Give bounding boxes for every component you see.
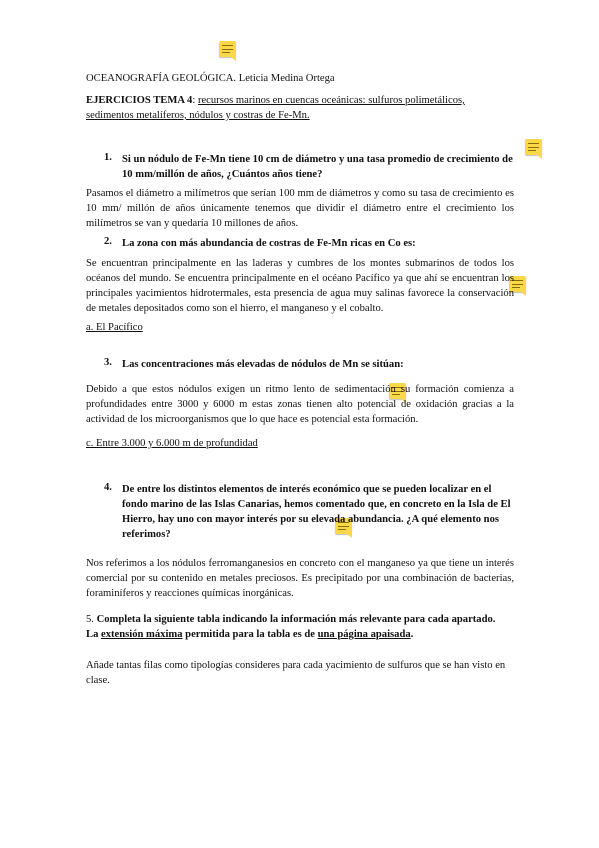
- task-5-number: 5.: [86, 614, 94, 625]
- task-5-line2-c: permitida para la tabla es de: [182, 629, 318, 640]
- exercise-heading-colon: :: [192, 95, 198, 106]
- task-5-line2-e: .: [410, 629, 414, 640]
- task-5-note: Añade tantas filas como tipologías consideres para cada yacimiento de sulfuros que se han visto en clase.: [86, 660, 506, 686]
- exercise-heading-topic: recursos marinos en cuencas oceánicas: sulfuros polimetálicos, sedimentos metalíferos, nódulos y costras de Fe-Mn.: [86, 95, 465, 121]
- question-3-text: Las concentraciones más elevadas de nódulos de Mn se sitúan:: [122, 359, 404, 370]
- answer-2-choice: a. El Pacífico: [86, 322, 143, 333]
- task-5-line1: Completa la siguiente tabla indicando la información más relevante para cada apartado.: [96, 614, 496, 625]
- question-number: 1.: [104, 152, 112, 163]
- question-1-text: Si un nódulo de Fe-Mn tiene 10 cm de diámetro y una tasa promedio de crecimiento de 10 mm/millón de años, ¿Cuántos años tiene?: [122, 154, 513, 180]
- question-number: 2.: [104, 236, 112, 247]
- exercise-heading-label: EJERCICIOS TEMA 4: [86, 95, 193, 106]
- task-5-line2-b: extensión máxima: [101, 629, 183, 640]
- task-5-heading: [86, 612, 526, 642]
- answer-4-text: Nos referimos a los nódulos ferromanganesios en concreto con el manganeso ya que tiene un interés comercial por su contenido en metales preciosos. Es precipitado por una combinación de bacterias, foraminíferos y reacciones químicas inorgánicas.: [86, 558, 514, 599]
- document-title: OCEANOGRAFÍA GEOLÓGICA. Leticia Medina Ortega: [86, 73, 335, 84]
- answer-3-text: Debido a que estos nódulos exigen un ritmo lento de sedimentación su formación comienza a profundidades entre 3000 y 6000 m estas zonas tienen alto potencial de oxidación gracias a la actividad de los microorganismos que lo que hace es potencial esta formación.: [86, 384, 514, 425]
- answer-3-choice: c. Entre 3.000 y 6.000 m de profundidad: [86, 438, 258, 449]
- answer-1-text: Pasamos el diámetro a milímetros que serían 100 mm de diámetros y como su tasa de crecimiento es 10 mm/ millón de años únicamente tenemos que dividir el diámetro entre el crecimiento los milímetros se van y quedaría 10 millones de años.: [86, 188, 514, 229]
- question-number: 4.: [104, 482, 112, 493]
- exercise-heading: [86, 93, 511, 123]
- question-2-text: La zona con más abundancia de costras de Fe-Mn ricas en Co es:: [122, 238, 416, 249]
- task-5-line2-d: una página apaisada: [317, 629, 411, 640]
- question-number: 3.: [104, 357, 112, 368]
- comment-note-icon[interactable]: [525, 139, 542, 155]
- comment-note-icon[interactable]: [219, 41, 236, 57]
- question-4-text: De entre los distintos elementos de interés económico que se pueden localizar en el fondo marino de las Islas Canarias, hemos comentado que, en concreto en la Isla de El Hierro, hay uno con mayor interés por su elevada abundancia. ¿A qué elemento nos referimos?: [122, 484, 511, 540]
- answer-2-text: Se encuentran principalmente en las laderas y cumbres de los montes submarinos de todos los océanos del mundo. Se encuentra principalmente en el océano Pacífico ya que ahí se encuentran los principales yacimientos hidrotermales, esta presencia de agua muy salinas favorece la conservación de metales depositados como son el hierro, el manganeso y el cobalto.: [86, 258, 514, 314]
- task-5-line2-a: La: [86, 629, 102, 640]
